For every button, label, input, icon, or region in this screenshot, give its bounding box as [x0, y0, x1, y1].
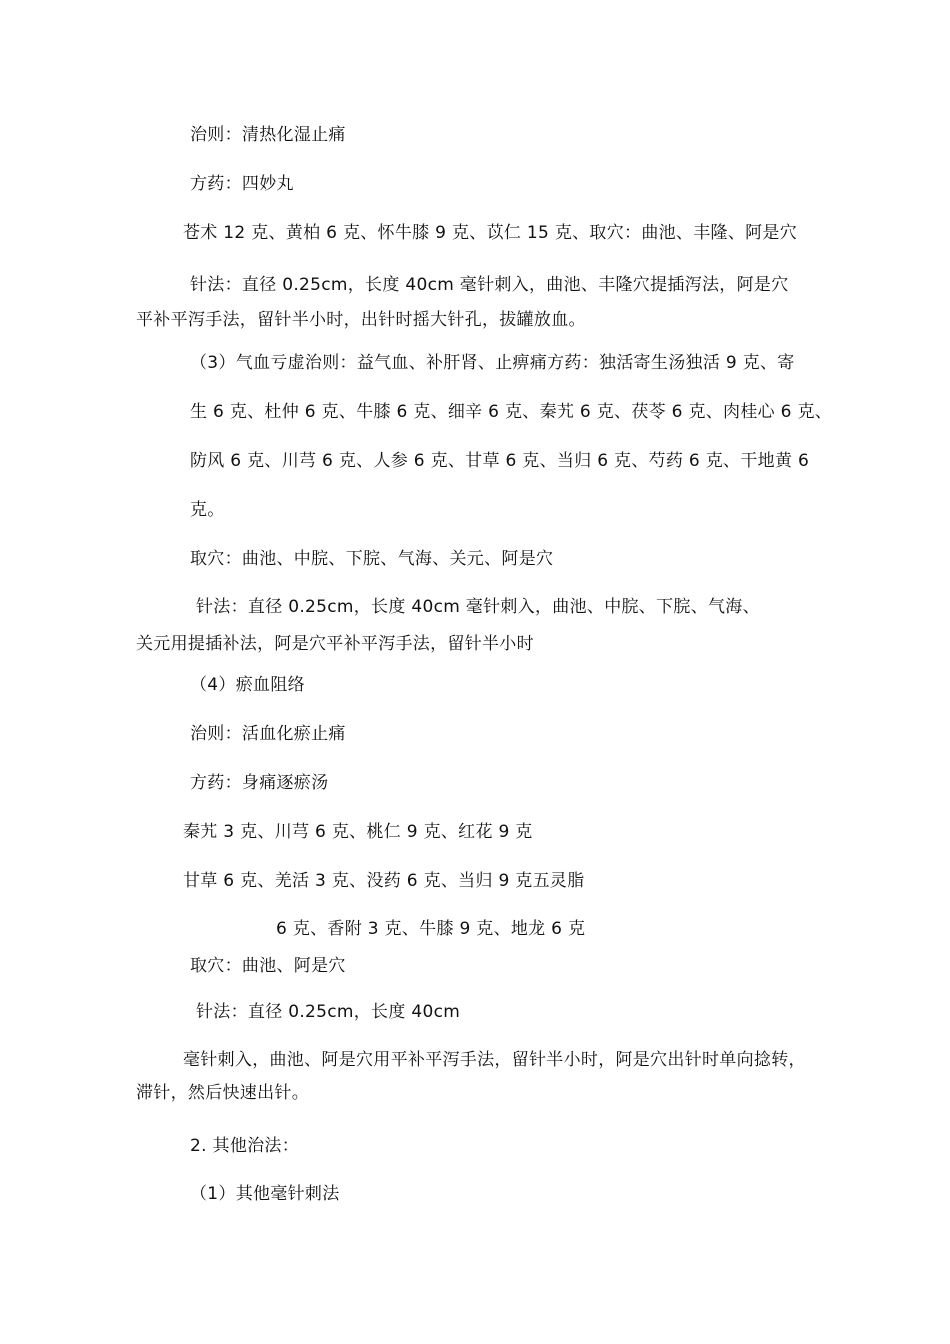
text-line-formula-3a: 生 6 克、杜仲 6 克、牛膝 6 克、细辛 6 克、秦艽 6 克、茯苓 6 克、肉桂心 6 克、	[190, 402, 833, 422]
text-line-formula-4a: 秦艽 3 克、川芎 6 克、桃仁 9 克、红花 9 克	[183, 822, 533, 842]
text-line-zhenfa-3b: 关元用提插补法，阿是穴平补平泻手法，留针半小时	[136, 634, 534, 654]
text-line-zhenfa-4b: 毫针刺入，曲池、阿是穴用平补平泻手法，留针半小时，阿是穴出针时单向捻转，	[183, 1050, 806, 1070]
text-line-section-4-heading: （4）瘀血阻络	[190, 675, 305, 695]
text-line-zhenfa-4a: 针法：直径 0.25cm，长度 40cm	[196, 1002, 461, 1022]
text-line-formula-1: 苍术 12 克、黄柏 6 克、怀牛膝 9 克、苡仁 15 克、取穴：曲池、丰隆、阿是穴	[183, 223, 798, 243]
text-line-zhenfa-1a: 针法：直径 0.25cm，长度 40cm 毫针刺入，曲池、丰隆穴提插泻法，阿是穴	[190, 275, 789, 295]
text-line-zhenfa-3a: 针法：直径 0.25cm，长度 40cm 毫针刺入，曲池、中脘、下脘、气海、	[196, 597, 760, 617]
text-line-zhize-1: 治则：清热化湿止痛	[190, 125, 346, 145]
text-line-fangyao-1: 方药：四妙丸	[190, 174, 294, 194]
text-line-formula-4c: 6 克、香附 3 克、牛膝 9 克、地龙 6 克	[276, 919, 586, 939]
text-line-formula-3c: 克。	[190, 500, 225, 520]
text-line-formula-3b: 防风 6 克、川芎 6 克、人参 6 克、甘草 6 克、当归 6 克、芍药 6 克、干地黄 6	[190, 451, 810, 471]
text-line-quxue-4: 取穴：曲池、阿是穴	[190, 956, 346, 976]
text-line-quxue-3: 取穴：曲池、中脘、下脘、气海、关元、阿是穴	[190, 549, 554, 569]
text-line-fangyao-4: 方药：身痛逐瘀汤	[190, 773, 329, 793]
text-line-zhenfa-1b: 平补平泻手法，留针半小时，出针时摇大针孔，拔罐放血。	[136, 310, 586, 330]
text-line-zhenfa-4c: 滞针，然后快速出针。	[136, 1083, 309, 1103]
text-line-zhize-4: 治则：活血化瘀止痛	[190, 724, 346, 744]
text-line-other-methods-heading: 2. 其他治法：	[190, 1136, 300, 1156]
text-line-section-3-heading: （3）气血亏虚治则：益气血、补肝肾、止痹痛方药：独活寄生汤独活 9 克、寄	[190, 353, 795, 373]
text-line-formula-4b: 甘草 6 克、羌活 3 克、没药 6 克、当归 9 克五灵脂	[183, 871, 585, 891]
text-line-other-needling-heading: （1）其他毫针刺法	[190, 1184, 340, 1204]
